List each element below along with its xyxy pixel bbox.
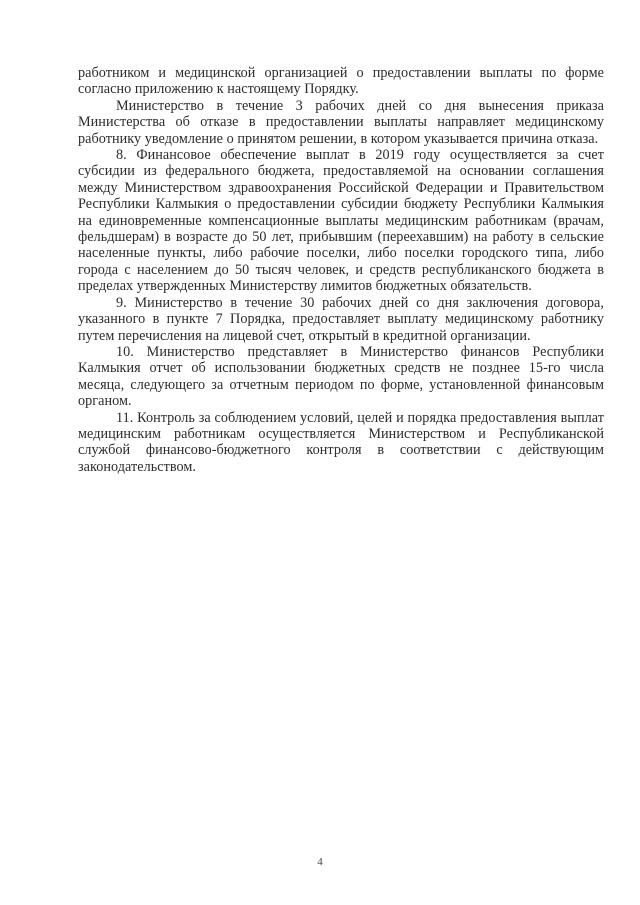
paragraph-11-control: 11. Контроль за соблюдением условий, целей и порядка предоставления выплат медицинским работникам осуществляется Министерством и Республиканской службой финансово-бюджетного контроля в соответствии с действующим законодательством. (78, 409, 604, 475)
paragraph-continuation: работником и медицинской организацией о предоставлении выплаты по форме согласно приложению к настоящему Порядку. (78, 65, 604, 98)
paragraph-10-report: 10. Министерство представляет в Министерство финансов Республики Калмыкия отчет об использовании бюджетных средств не позднее 15-го числа месяца, следующего за отчетным периодом по форме, установленной финансовым органом. (78, 343, 604, 410)
paragraph-9-payment: 9. Министерство в течение 30 рабочих дней со дня заключения договора, указанного в пункте 7 Порядка, предоставляет выплату медицинскому работнику путем перечисления на лицевой счет, открытый в кредитной организации. (78, 294, 604, 344)
document-body (78, 65, 604, 475)
page-number: 4 (317, 856, 323, 868)
paragraph-8-financing: 8. Финансовое обеспечение выплат в 2019 году осуществляется за счет субсидии из федерального бюджета, предоставляемой на основании соглашения между Министерством здравоохранения Российской Федерации и Правительством Республики Калмыкия о предоставлении субсидии бюджету Республики Калмыкия на единовременные компенсационные выплаты медицинским работникам (врачам, фельдшерам) в возрасте до 50 лет, прибывшим (переехавшим) на работу в сельские населенные пункты, либо рабочие поселки, либо поселки городского типа, либо города с населением до 50 тысяч человек, и средств республиканского бюджета в пределах утвержденных Министерству лимитов бюджетных обязательств. (78, 147, 604, 295)
paragraph-refusal-notice: Министерство в течение 3 рабочих дней со дня вынесения приказа Министерства об отказе в предоставлении выплаты направляет медицинскому работнику уведомление о принятом решении, в котором указывается причина отказа. (78, 97, 604, 147)
